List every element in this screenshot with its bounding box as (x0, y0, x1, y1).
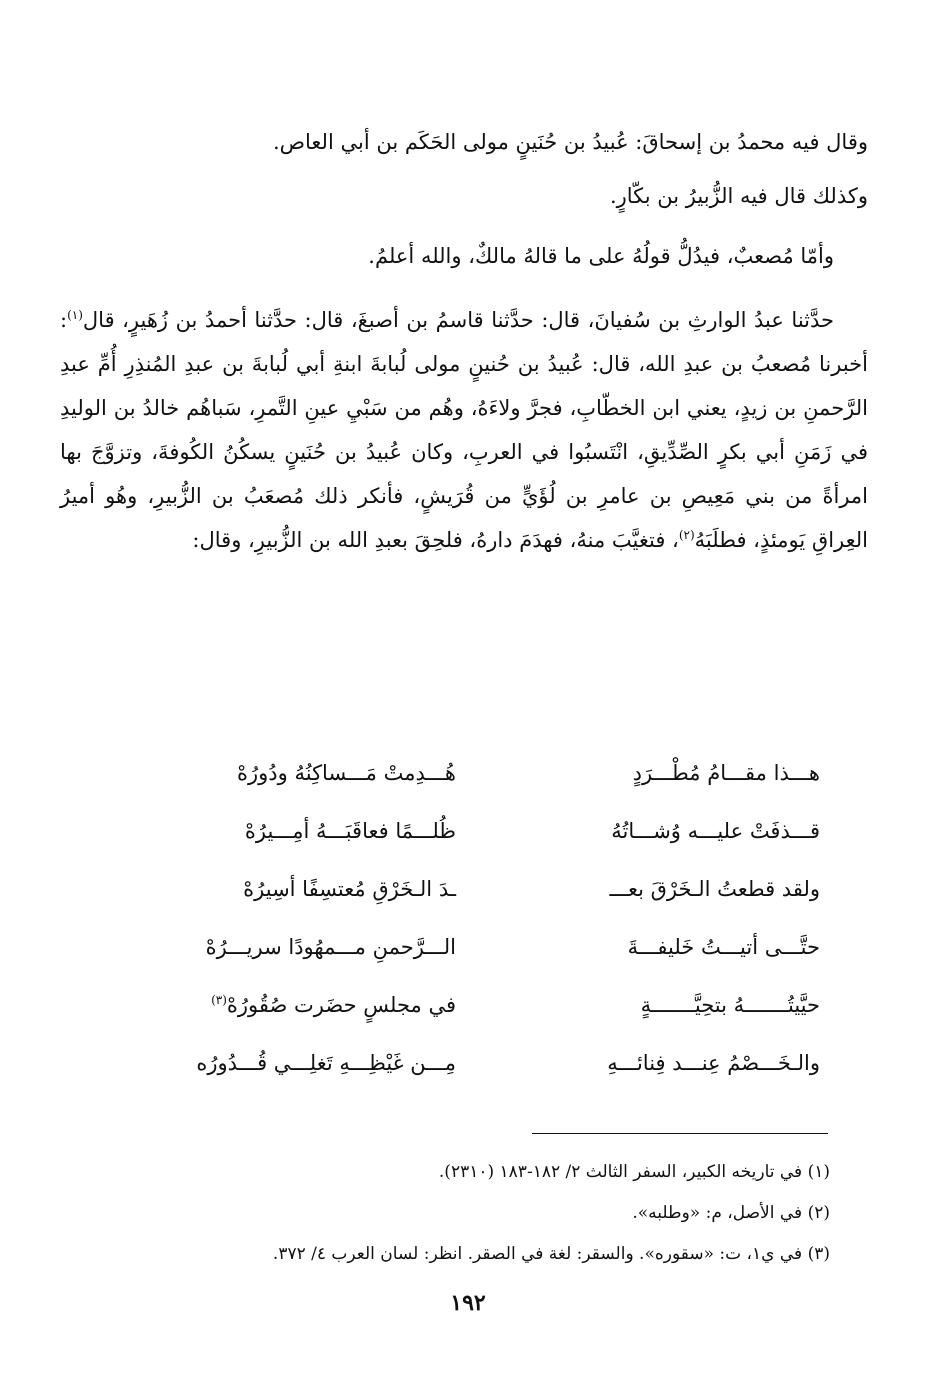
verse-first-hemistich: حتَّـــى أتيـــتُ خَليفـــةَ (627, 935, 820, 959)
footnotes (60, 1152, 830, 1275)
verse-second-hemistich: مِـــن غَيْظِـــهِ تَغلِـــي قُـــدُورُه (196, 1051, 456, 1075)
narration-part-3: ، فتغيَّبَ منهُ، فهدَمَ دارهُ، فلحِقَ بعبدِ الله بن الزُّبيرِ، وقال: (192, 528, 679, 552)
page-number: ١٩٢ (450, 1290, 486, 1316)
verse-first-hemistich: ولقد قطعتُ الـخَرْقَ بعـــ (609, 877, 820, 901)
footnote-3: (٣) في ي١، ت: «سقوره». والسقر: لغة في الصقر. انظر: لسان العرب ٤/ ٣٧٢. (272, 1244, 830, 1264)
poem-verse (140, 976, 820, 1034)
verse-second-hemistich: الـــرَّحمنِ مـــمهُودًا سريـــرُهْ (205, 935, 456, 959)
verse-second-hemistich: ـدَ الـخَرْقِ مُعتسِفًا أسِيرُهْ (243, 877, 456, 901)
intro-line-2: وكذلك قال فيه الزُّبيرُ بن بكّارٍ. (609, 184, 868, 208)
verse-second-hemistich: هُـــدِمتْ مَـــساكِنُهُ ودُورُهْ (237, 761, 456, 785)
narration-paragraph (60, 298, 868, 562)
poem-verse (140, 860, 820, 918)
footnote-1: (١) في تاريخه الكبير، السفر الثالث ٢/ ١٨٢-١٨٣ (٢٣١٠). (438, 1162, 830, 1182)
verse-second-hemistich: ظُلـــمًا فعاقَبَـــهُ أمِـــيرُهْ (244, 819, 456, 843)
poem-verse (140, 802, 820, 860)
footnote-marker-2: (٢) (678, 528, 695, 542)
intro-line-1: وقال فيه محمدُ بن إسحاقَ: عُبيدُ بن حُنَينٍ مولى الحَكَم بن أبي العاص. (272, 130, 868, 154)
poem (140, 744, 820, 1092)
poem-verse (140, 744, 820, 802)
footnote-marker-1: (١) (67, 308, 83, 322)
poem-verse (140, 918, 820, 976)
verse-first-hemistich: قـــذفَتْ عليـــه وُشـــاتُهُ (611, 819, 820, 843)
verse-first-hemistich: حيَّيتُـــــــهُ بتحِيَّـــــــةٍ (640, 993, 820, 1017)
poem-verse (140, 1034, 820, 1092)
verse-first-hemistich: والـخَـــصْمُ عِنـــد فِنائـــهِ (607, 1051, 820, 1075)
narration-part-1: حدَّثنا عبدُ الوارثِ بن سُفيانَ، قال: حدَّثنا قاسمُ بن أصبغَ، قال: حدَّثنا أحمدُ بن زُهَيرٍ، قال (82, 308, 834, 332)
footnote-marker-3: (٣) (211, 993, 227, 1007)
footnote-2: (٢) في الأصل، م: «وطلبه». (632, 1203, 830, 1223)
verse-first-hemistich: هـــذا مقـــامُ مُطْـــرَدٍ (632, 761, 820, 785)
verse-second-hemistich (140, 993, 456, 1017)
narration-part-2: : أخبرنا مُصعبُ بن عبدِ الله، قال: عُبيدُ بن حُنينٍ مولى لُبابةَ ابنةِ أبي لُبابةَ بن عبدِ المُنذِرِ أُمِّ عبدِ الرَّحمنِ بن زيدٍ، يعني ابن الخطّابِ، فجرَّ ولاءَهُ، وهُم من سَبْيِ عينِ التَّمرِ، سَباهُم خالدُ بن الوليدِ في زَمَنِ أبي بكرٍ الصِّدِّيقِ، انْتَسبُوا في العربِ، وكان عُبيدُ بن حُنَينٍ يسكُنُ الكُوفةَ، وتزوَّجَ بها امرأةً من بني مَعِيصِ بن عامرِ بن لُؤَيٍّ من قُرَيشٍ، فأنكر ذلك مُصعَبُ بن الزُّبيرِ، وهُو أميرُ العِراقِ يَومئذٍ، فطلَبَهُ (60, 308, 868, 552)
footnote-separator (532, 1133, 828, 1134)
verse-text: في مجلسٍ حضَرت صُقُورُهْ (226, 993, 456, 1017)
intro-line-3: وأمّا مُصعبٌ، فيدُلُّ قولُهُ على ما قالهُ مالكٌ، والله أعلمُ. (368, 244, 834, 268)
